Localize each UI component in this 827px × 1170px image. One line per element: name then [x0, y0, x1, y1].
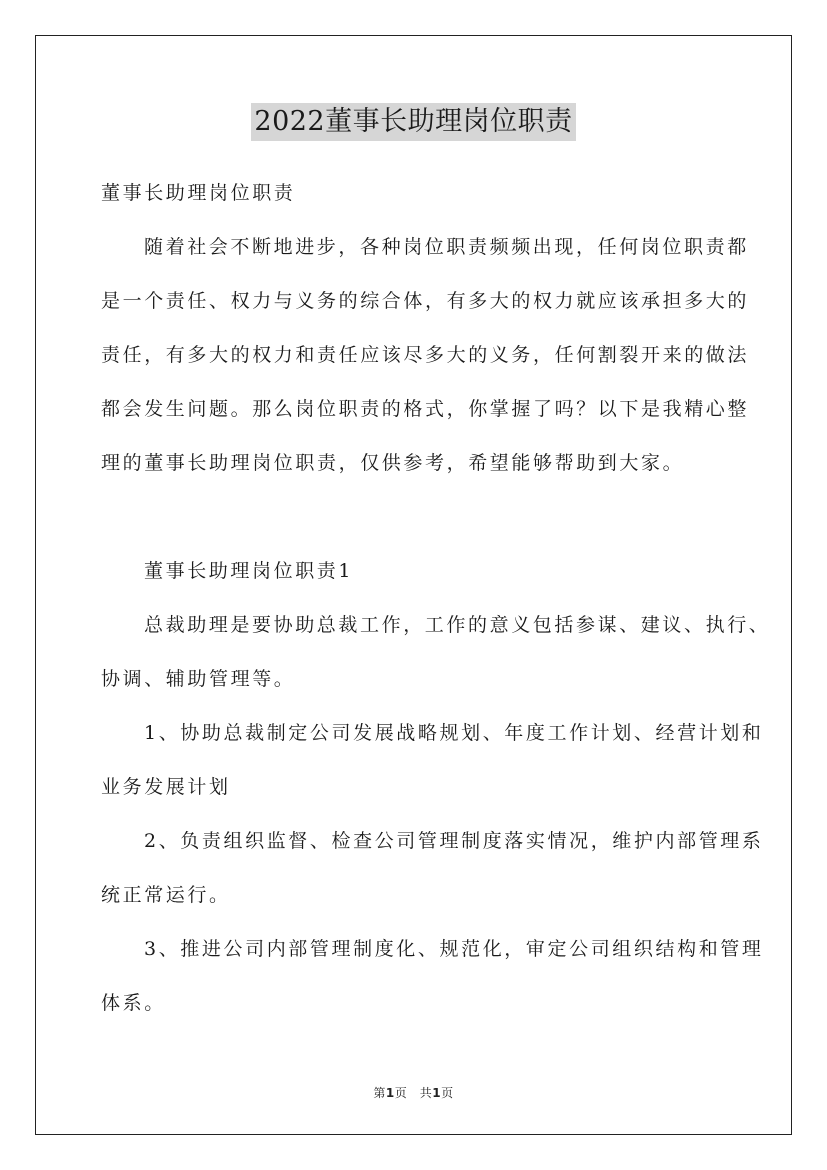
- list-item-line: 业务发展计划: [101, 776, 231, 798]
- paragraph-line: 随着社会不断地进步，各种岗位职责频频出现，任何岗位职责都: [144, 236, 749, 258]
- list-item-line: 统正常运行。: [101, 884, 231, 906]
- document-title: [0, 103, 827, 141]
- footer-page-number: 1: [385, 1086, 395, 1100]
- list-item-line: 2、负责组织监督、检查公司管理制度落实情况，维护内部管理系: [144, 830, 764, 852]
- footer-total-pages: 1: [432, 1086, 442, 1100]
- list-item-line: 1、协助总裁制定公司发展战略规划、年度工作计划、经营计划和: [144, 722, 764, 744]
- document-subtitle: 董事长助理岗位职责: [101, 182, 296, 204]
- paragraph-line: 总裁助理是要协助总裁工作，工作的意义包括参谋、建议、执行、: [144, 614, 771, 636]
- document-title-text: 2022董事长助理岗位职责: [251, 103, 575, 141]
- page-footer: [0, 1084, 827, 1101]
- paragraph-line: 责任，有多大的权力和责任应该尽多大的义务，任何割裂开来的做法: [101, 344, 750, 366]
- paragraph-line: 协调、辅助管理等。: [101, 668, 296, 690]
- paragraph-line: 是一个责任、权力与义务的综合体，有多大的权力就应该承担多大的: [101, 290, 750, 312]
- list-item-line: 体系。: [101, 992, 166, 1014]
- list-item-line: 3、推进公司内部管理制度化、规范化，审定公司组织结构和管理: [144, 938, 764, 960]
- section-heading: 董事长助理岗位职责1: [144, 560, 354, 582]
- footer-prefix: 第: [373, 1086, 386, 1100]
- paragraph-line: 都会发生问题。那么岗位职责的格式，你掌握了吗？以下是我精心整: [101, 398, 750, 420]
- footer-suffix: 页: [441, 1086, 454, 1100]
- paragraph-line: 理的董事长助理岗位职责，仅供参考，希望能够帮助到大家。: [101, 452, 685, 474]
- footer-mid: 页 共: [394, 1086, 433, 1100]
